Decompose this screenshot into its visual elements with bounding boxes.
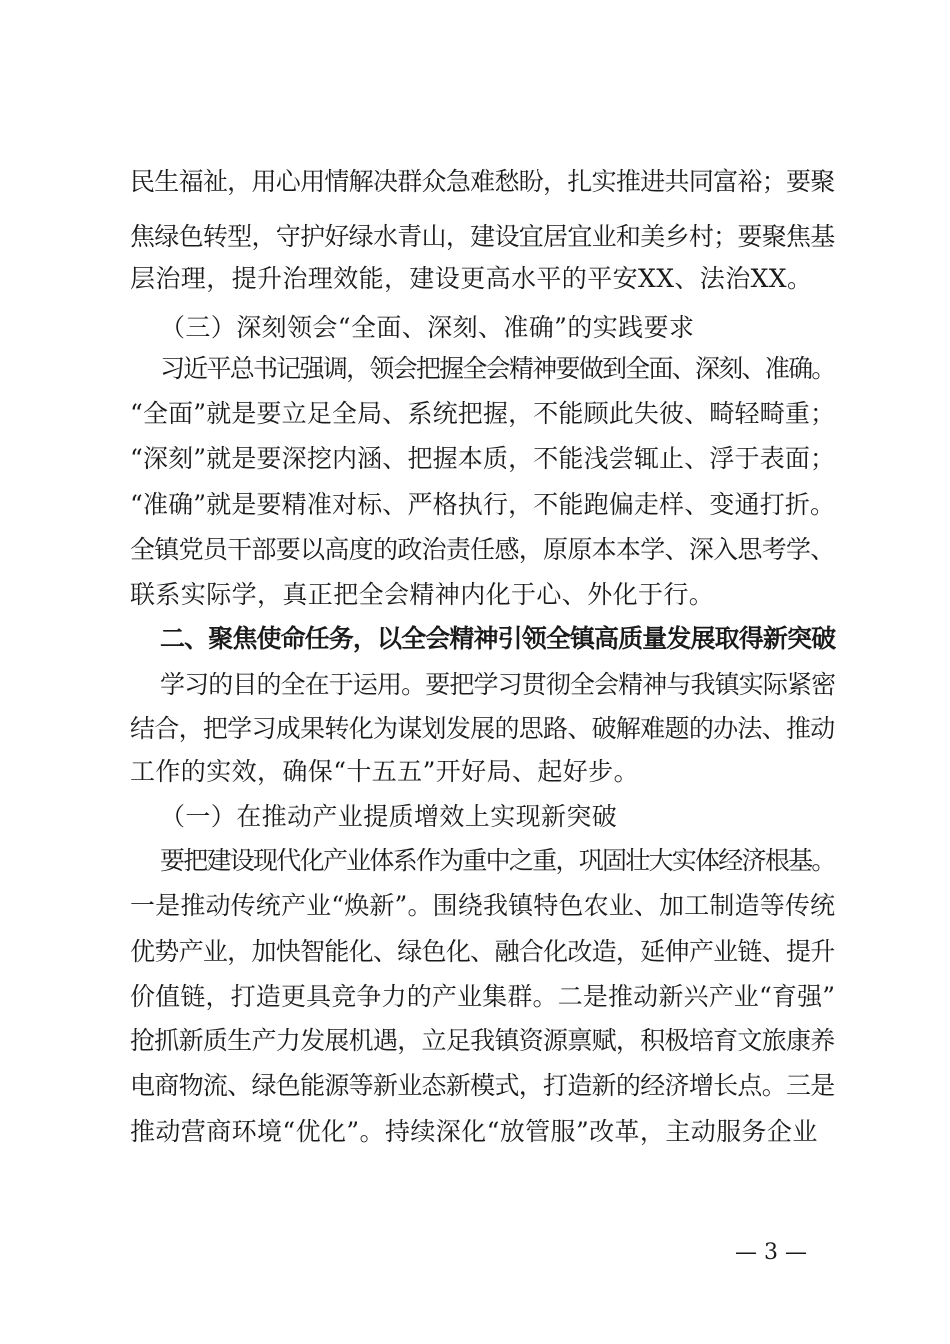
- body-text-line: 民生福祉，用心用情解决群众急难愁盼，扎实推进共同富裕；要聚: [130, 167, 835, 196]
- body-text-line: 抢抓新质生产力发展机遇，立足我镇资源禀赋，积极培育文旅康养: [130, 1026, 835, 1055]
- section-subheading: （一）在推动产业提质增效上实现新突破: [160, 802, 618, 831]
- body-text-line: “深刻”就是要深挖内涵、把握本质，不能浅尝辄止、浮于表面；: [130, 444, 836, 473]
- body-text-line: 学习的目的全在于运用。要把学习贯彻全会精神与我镇实际紧密: [160, 670, 836, 699]
- body-text-line: 联系实际学，真正把全会精神内化于心、外化于行。: [130, 580, 715, 609]
- body-text-line: 价值链，打造更具竞争力的产业集群。二是推动新兴产业“育强”: [130, 982, 836, 1011]
- body-text-line: 全镇党员干部要以高度的政治责任感，原原本本学、深入思考学、: [130, 535, 835, 564]
- section-heading: 二、聚焦使命任务，以全会精神引领全镇高质量发展取得新突破: [160, 624, 836, 653]
- body-text-line: 焦绿色转型，守护好绿水青山，建设宜居宜业和美乡村；要聚焦基: [130, 222, 835, 251]
- body-text-line: “准确”就是要精准对标、严格执行，不能跑偏走样、变通打折。: [130, 490, 836, 519]
- body-text-line: “全面”就是要立足全局、系统把握，不能顾此失彼、畸轻畸重；: [130, 399, 836, 428]
- section-subheading: （三）深刻领会“全面、深刻、准确”的实践要求: [160, 313, 695, 342]
- body-text-line: 优势产业，加快智能化、绿色化、融合化改造，延伸产业链、提升: [130, 937, 835, 966]
- body-text-line: 推动营商环境“优化”。持续深化“放管服”改革，主动服务企业: [130, 1117, 818, 1146]
- body-text-line: 结合，把学习成果转化为谋划发展的思路、破解难题的办法、推动: [130, 714, 835, 743]
- body-text-line: 电商物流、绿色能源等新业态新模式，打造新的经济增长点。三是: [130, 1071, 835, 1100]
- body-text-line: 习近平总书记强调，领会把握全会精神要做到全面、深刻、准确。: [160, 354, 835, 383]
- body-text-line: 要把建设现代化产业体系作为重中之重，巩固壮大实体经济根基。: [160, 846, 835, 875]
- body-text-line: 一是推动传统产业“焕新”。围绕我镇特色农业、加工制造等传统: [130, 891, 836, 920]
- body-text-line: 层治理，提升治理效能，建设更高水平的平安XX、法治XX。: [130, 264, 813, 293]
- page-number: — 3 —: [735, 1240, 807, 1265]
- body-text-line: 工作的实效，确保“十五五”开好局、起好步。: [130, 757, 639, 786]
